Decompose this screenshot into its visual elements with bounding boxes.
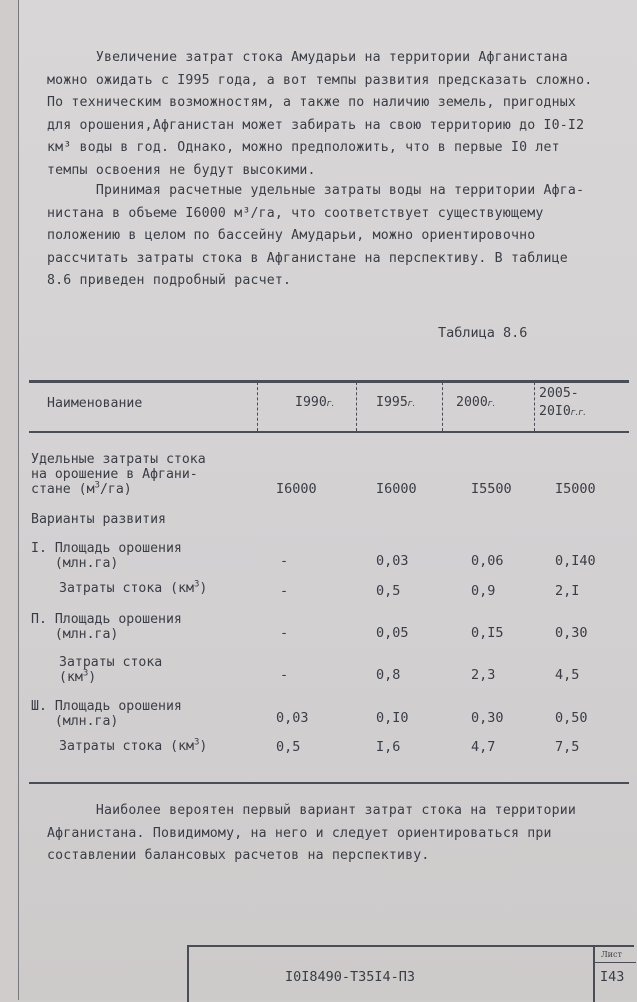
cell-value: 0,I0 [376,710,409,726]
row-label-v2-runoff: Затраты стока $(км^3)$ [59,655,163,685]
document-page [18,0,637,1000]
row-label-v1-runoff: Затраты стока $(км^3)$ [59,579,208,596]
table-bottom-rule [29,782,629,784]
column-divider [257,382,258,431]
cell-value: I5000 [555,481,596,497]
cell-value: 0,8 [376,667,401,683]
conclusion-paragraph: Наиболее вероятен первый вариант затрат стока на территории Афганистана. Повидимому, на него и следует ориентироваться при составлении балансовых расчетов на перспективу. [47,803,577,863]
cell-value: 0,03 [376,553,409,569]
row-label-v1-area: I. Площадь орошения (млн.га) [31,541,182,571]
cell-value: I6000 [276,481,317,497]
table-caption: Таблица 8.6 [438,325,528,341]
cell-value: - [280,625,289,641]
cell-value: 0,30 [555,625,588,641]
cell-value: 4,5 [555,667,580,683]
cell-value: 2,I [555,583,580,599]
title-block-stamp [187,945,634,1002]
row-label-v3-area: Ш. Площадь орошения (млн.га) [31,699,182,729]
cell-value: - [280,667,289,683]
cell-value: 7,5 [555,739,580,755]
row-label-v2-area: П. Площадь орошения (млн.га) [31,612,182,642]
calculation-paragraph: Принимая расчетные удельные затраты воды на территории Афга- нистана в объеме I6000 м³/га, что соответствует существующему положению в целом по бассейну Амударьи, можно ориентировочно рассчитать затраты стока в Афганистане на перспективу. В таблице 8.6 приведен подробный расчет. [47,183,585,288]
header-year-2000: 2000г. [456,395,496,410]
row-label-specific-use: Удельные затраты стока на орошение в Афгани- стане $(м^3/га)$ [31,452,206,497]
header-year-2005-2010: 2005- 20I0г.г. [539,386,586,419]
header-year-1990: I990г. [295,395,335,410]
header-year-1995: I995г. [376,395,416,410]
cell-value: 0,30 [471,710,504,726]
cell-value: 0,50 [555,710,588,726]
sheet-label: Лист [601,950,622,959]
cell-value: 4,7 [471,739,496,755]
intro-paragraph: Увеличение затрат стока Амударьи на территории Афганистана можно ожидать с I995 года, а вот темпы развития предсказать сложно. По техническим возможностям, а также по наличию земель, пригодных для орошения,Афганистан может забирать на свою территорию до I0-I2 км³ воды в год. Однако, можно предположить, что в первые I0 лет темпы освоения не будут высокими. [47,50,593,178]
cell-value: 0,05 [376,625,409,641]
cell-value: 0,06 [471,553,504,569]
cell-value: 2,3 [471,667,496,683]
cell-value: 0,9 [471,583,496,599]
document-code: I0I8490-Т35I4-П3 [285,969,416,985]
column-divider [356,382,357,431]
cell-value: 0,5 [276,739,301,755]
cell-value: 0,I5 [471,625,504,641]
sheet-box-divider [595,962,636,963]
column-divider [534,382,535,431]
cell-value: I6000 [376,481,417,497]
cell-value: - [280,553,289,569]
table-top-rule [29,380,629,383]
cell-value: - [280,583,289,599]
cell-value: I,6 [376,739,401,755]
table-header-rule [29,431,629,433]
cell-value: I5500 [471,481,512,497]
header-name: Наименование [47,396,143,411]
sheet-number: I43 [600,969,625,985]
cell-value: 0,I40 [555,553,596,569]
sheet-number-box [593,947,636,1002]
row-label-v3-runoff: Затраты стока $(км^3)$ [59,737,208,754]
column-divider [442,382,443,431]
variants-heading: Варианты развития [31,512,166,527]
cell-value: 0,03 [276,710,309,726]
cell-value: 0,5 [376,583,401,599]
